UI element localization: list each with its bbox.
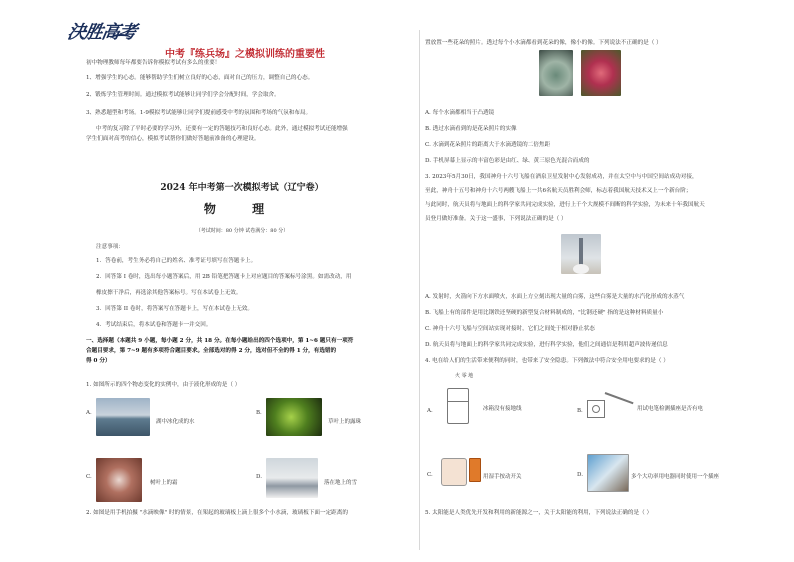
q1-option-b-image <box>266 398 322 436</box>
exam-subject: 物 理 <box>203 202 281 216</box>
notice-heading: 注意事项： <box>96 244 124 250</box>
notice-item-4: 3．回答第 II 卷时，将答案写在答题卡上，写在本试卷上无效。 <box>96 306 253 312</box>
intro-para-2: 学生们面对高考的信心，模拟考试帮你们做好答题前准备的心理建设。 <box>86 136 260 142</box>
q3-option-a: A. 发射时，火箭向下方水面喷火，水面上方立刻出现大量的白雾，这些白雾是大量的水汽化形成的水蒸气 <box>425 294 685 300</box>
left-column <box>70 12 414 552</box>
q1-option-c-text: 树叶上的霜 <box>150 480 178 486</box>
intro-point-3: 3、熟悉题型和考场。1-9模拟考试能够让同学们提前感受中考的氛围和考场的气氛和布局。 <box>86 110 312 116</box>
q4-switch-icon <box>469 458 481 482</box>
right-column <box>425 12 731 552</box>
q1-option-c-letter: C. <box>86 474 92 480</box>
q4-fridge-wire-label: 火 零 地 <box>455 373 474 379</box>
brand-logo: 決胜高考 <box>65 22 138 43</box>
q4-test-pen-icon <box>605 392 634 404</box>
q1-option-c-image <box>96 458 142 502</box>
q1-option-a-image <box>96 398 150 436</box>
q1-option-d-letter: D. <box>256 474 262 480</box>
q4-option-b-letter: B. <box>577 408 583 414</box>
q3-option-c: C. 神舟十六号飞船与空间站实现对接时，它们之间处于相对静止状态 <box>425 326 595 332</box>
q1-option-d-text: 落在地上的雪 <box>324 480 358 486</box>
q4-appliances-icon <box>587 454 629 492</box>
q4-option-d-text: 多个大功率用电器同时使用一个插座 <box>631 474 720 480</box>
intro-lead: 初中物理教师每年都要告诉你模拟考试有多么的重要！ <box>86 60 221 66</box>
q2-water-drop-image-2 <box>581 50 621 96</box>
q4-option-c-letter: C. <box>427 472 433 478</box>
q2-line1: 2. 如图是用手机拍摄 "水滴映像" 时的情景，在架起的玻璃板上滴上很多个小水滴，玻璃板下面一定距离的 <box>86 510 348 516</box>
q4-wet-hand-icon <box>441 458 467 486</box>
q3-line3: 与此同时，航天员将与地面上的科学家共同完成实验，进行上千个大规模不间断的科学实验，为未来十年我国航天 <box>425 202 705 208</box>
q4-option-a-text: 冰箱没有接地线 <box>483 406 522 412</box>
intro-point-1: 1、增强学生的心态。能够帮助学生们树立良好的心态，面对自己的压力，调整自己的心态。 <box>86 75 314 81</box>
q2-water-drop-image-1 <box>539 50 573 96</box>
q4-option-d-letter: D. <box>577 472 583 478</box>
q1-option-b-letter: B. <box>256 410 262 416</box>
notice-item-1: 1．答卷前，考生务必将自己的姓名、准考证号填写在答题卡上。 <box>96 258 257 264</box>
column-divider <box>419 30 420 550</box>
intro-para-1: 中考的复习除了平时必要的学习外，还要有一定的答题技巧和良好心态。此外，通过模拟考试还能增强 <box>96 126 348 132</box>
q2-option-b: B. 透过水滴看到的是花朵照片的实像 <box>425 126 517 132</box>
q2-option-d: D. 手机屏幕上显示的丰富色彩是由红、绿、黄三原色光混合而成的 <box>425 158 590 164</box>
section1-line3: 得 0 分） <box>86 358 111 364</box>
exam-title: 2024 年中考第一次模拟考试（辽宁卷） <box>160 183 324 193</box>
banner-title: 中考『练兵场』之模拟训练的重要性 <box>165 49 325 60</box>
q4-option-a-letter: A. <box>427 408 433 414</box>
q3-line4: 员登月做好准备。关于这一盛事，下列说法正确的是（ ） <box>425 216 567 222</box>
q2-option-c: C. 水滴到花朵照片的距离大于水滴透镜的二倍焦距 <box>425 142 551 148</box>
q4-option-b-text: 用试电笔检测插座是否有电 <box>637 406 704 412</box>
q1-option-a-letter: A. <box>86 410 92 416</box>
q3-rocket-image <box>561 234 601 274</box>
q4-socket-icon <box>587 400 605 418</box>
section1-line2: 合题目要求，第 7~9 题有多项符合题目要求。全部选对的得 2 分，选对但不全的得 1 分，有选错的 <box>86 348 337 354</box>
q3-option-d: D. 航天员将与地面上的科学家共同完成实验，进行科学实验，他们之间通信是利用超声波传递信息 <box>425 342 668 348</box>
notice-item-3: 橡皮擦干净后，再选涂其他答案标号。写在本试卷上无效。 <box>96 290 242 296</box>
q3-line1: 3. 2023年5月30日，我国神舟十六号飞船在酒泉卫星发射中心发射成功，并在太空中与中国空间站成功对接， <box>425 174 698 180</box>
q4-option-c-text: 用湿手按动开关 <box>483 474 522 480</box>
notice-item-2: 2．回答第 I 卷时，选出每小题答案后，用 2B 铅笔把答题卡上对应题目的答案标号涂黑。如需改动，用 <box>96 274 352 280</box>
notice-item-5: 4．考试结束后，将本试卷和答题卡一并交回。 <box>96 322 212 328</box>
q4-fridge-icon <box>447 388 469 424</box>
q1-option-a-text: 湖中冰化成的水 <box>156 419 195 425</box>
q4-stem: 4. 电在给人们的生活带来便利的同时，也带来了安全隐患。下列做法中符合安全用电要求的是（ ） <box>425 358 669 364</box>
q2-line2: 置放置一些花朵的照片。透过每个小水滴都看到花朵的像，像小的像。下列说法不正确的是（ ） <box>425 40 662 46</box>
q5-stem: 5. 太阳能是人类优先开发和利用的新能源之一，关于太阳能的利用，下列说法正确的是（ ） <box>425 510 653 516</box>
exam-meta: （考试时间：80 分钟 试卷满分：80 分） <box>195 228 289 234</box>
intro-point-2: 2、锻炼学生管理时间。通过模拟考试能够让同学们学会分配时间，学会取舍。 <box>86 92 280 98</box>
q3-line2: 至此，神舟十五号和神舟十六号两艘飞船上一共6名航天员胜利会师，标志着我国航天技术又上一个新台阶； <box>425 188 692 194</box>
q3-option-b: B. 飞船上有的部件是用比钢铁还坚硬的新型复合材料制成的，"比钢还硬" 指的是这种材料质量小 <box>425 310 664 316</box>
section1-line1: 一、选择题（本题共 9 小题，每小题 2 分，共 18 分。在每小题给出的四个选项中，第 1~6 题只有一项符 <box>86 338 354 344</box>
q1-option-d-image <box>266 458 318 498</box>
q1-option-b-text: 草叶上的露珠 <box>328 419 362 425</box>
q2-option-a: A. 每个水滴都相当于凸透镜 <box>425 110 495 116</box>
q1-stem: 1. 如图所示的四个物态变化的实例中，由于液化形成的是（ ） <box>86 382 241 388</box>
